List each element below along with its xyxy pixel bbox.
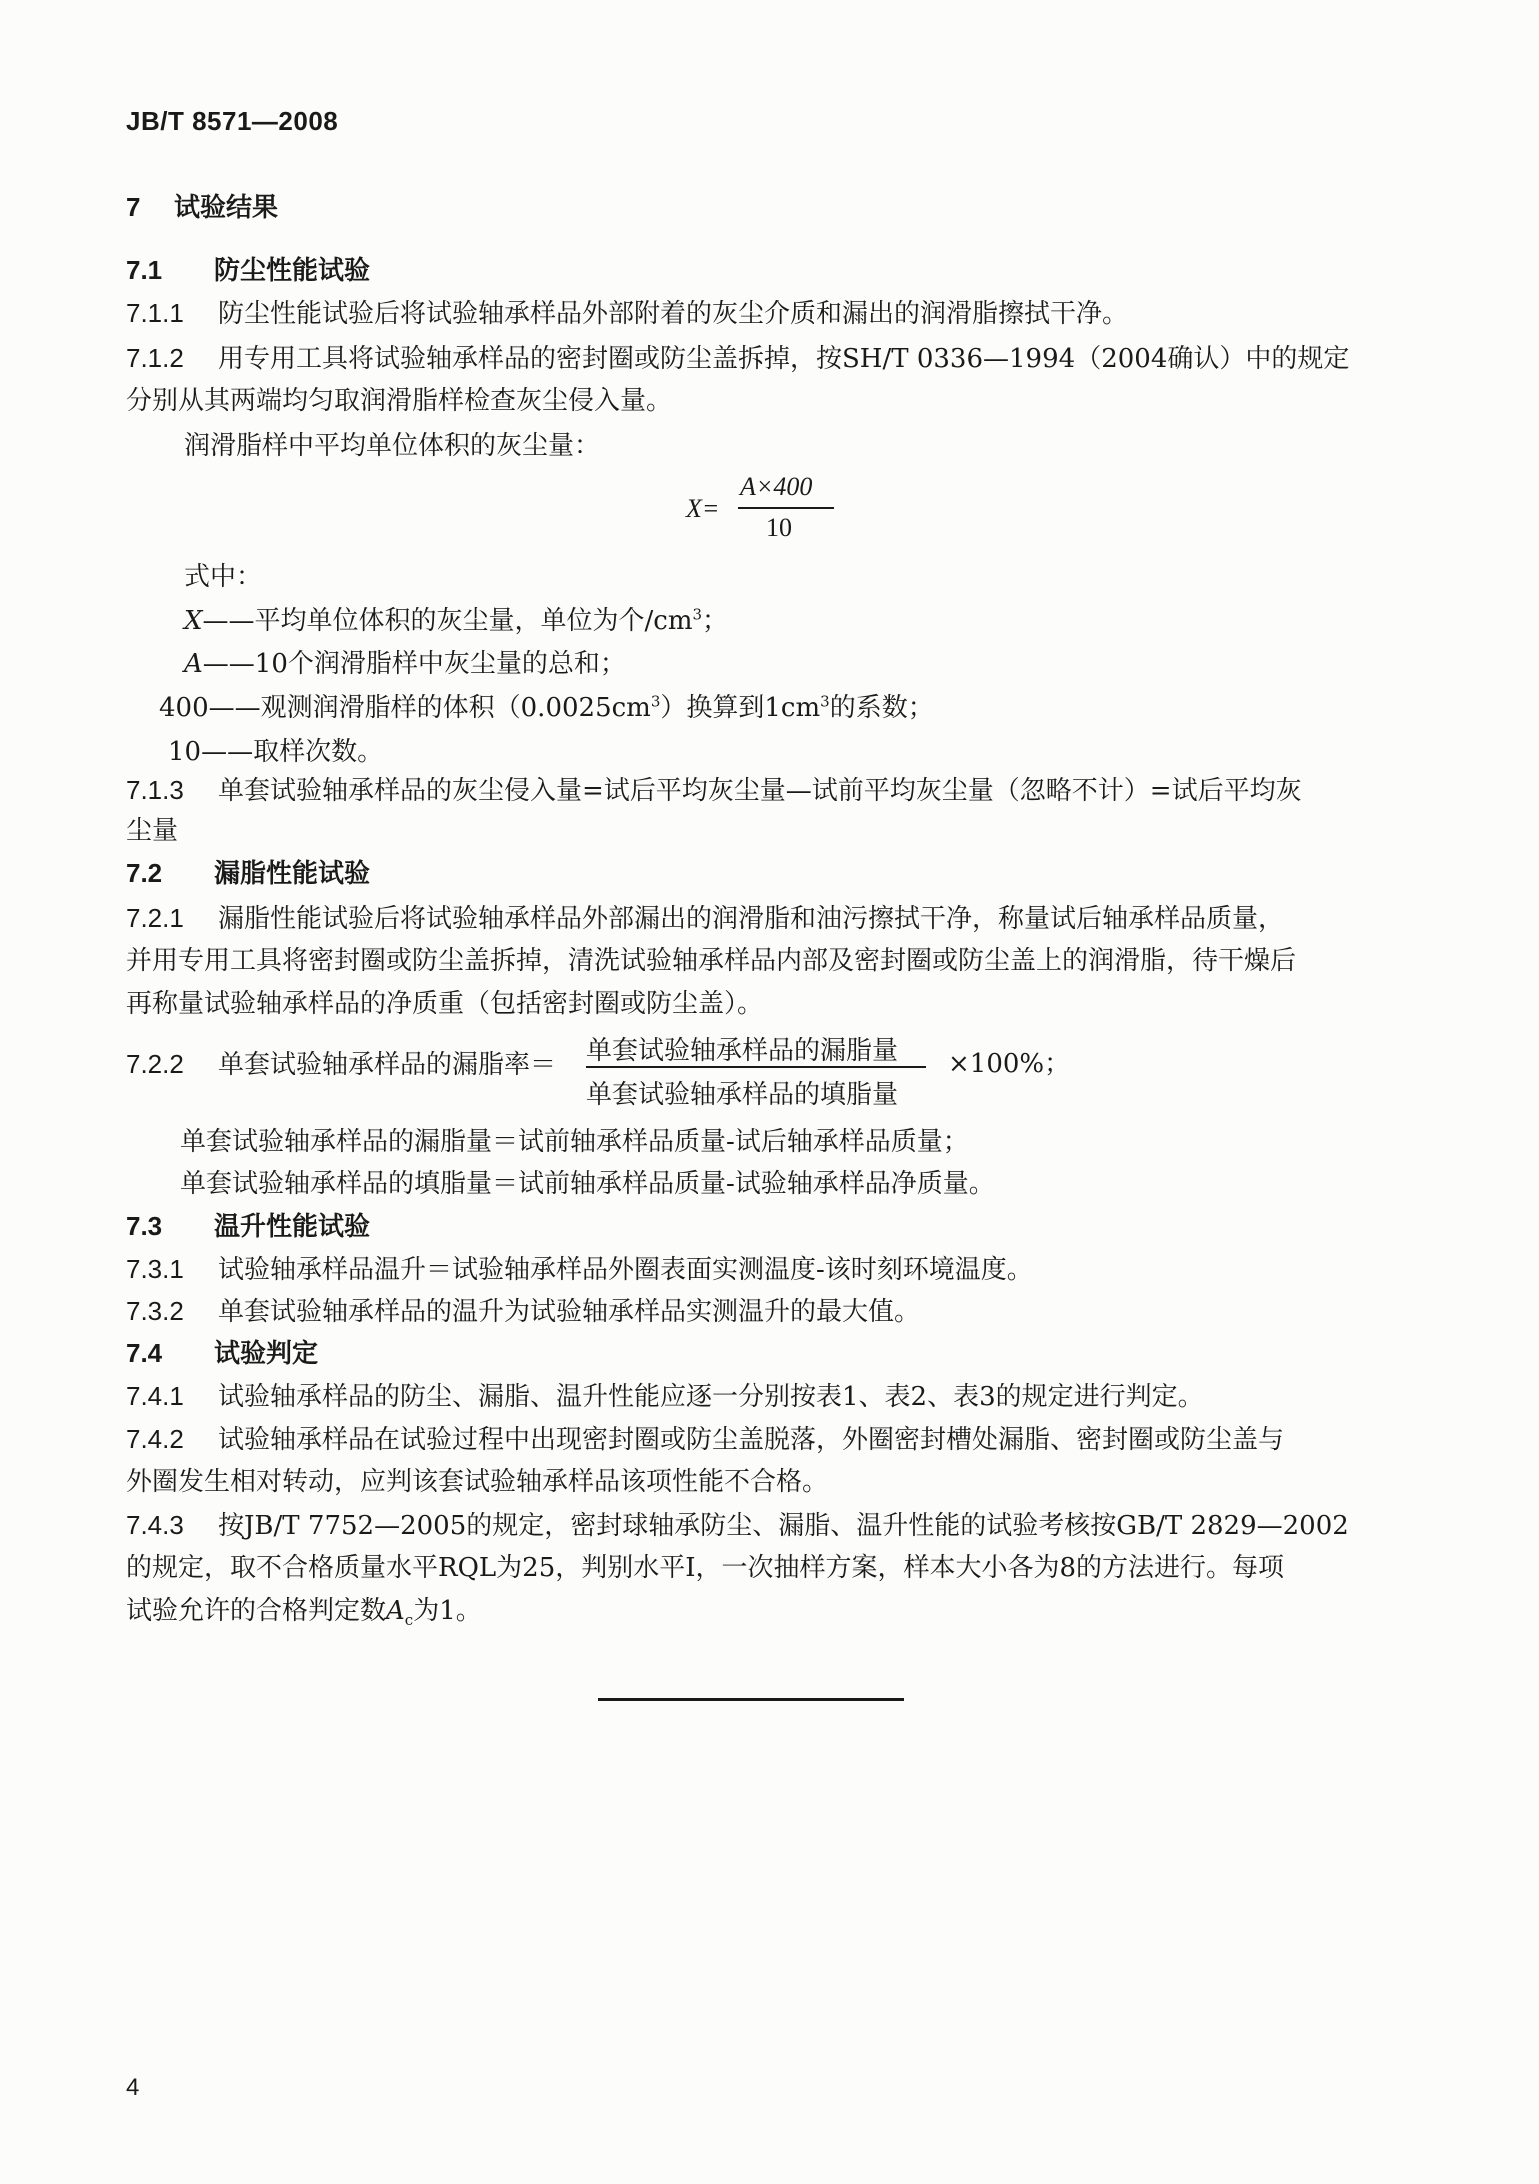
section-7-1-heading: 7.1 防尘性能试验 bbox=[126, 255, 371, 286]
definition-10: 10——取样次数。 bbox=[168, 737, 384, 767]
standard-number: JB/T 8571—2008 bbox=[126, 106, 339, 136]
para-7-4-3-line2: 的规定，取不合格质量水平RQL为25，判别水平Ⅰ，一次抽样方案，样本大小各为8的方法进行。每项 bbox=[126, 1553, 1285, 1583]
end-rule bbox=[598, 1698, 904, 1701]
dust-formula: X= A×400 10 bbox=[686, 472, 846, 552]
para-7-4-2-line1: 7.4.2 试验轴承样品在试验过程中出现密封圈或防尘盖脱落，外圈密封槽处漏脂、密封圈或防尘盖与 bbox=[126, 1424, 1285, 1455]
para-7-3-2: 7.3.2 单套试验轴承样品的温升为试验轴承样品实测温升的最大值。 bbox=[126, 1296, 921, 1327]
where-label: 式中： bbox=[184, 562, 263, 592]
para-7-4-3-line3: 试验允许的合格判定数$A_c$为1。 bbox=[126, 1596, 482, 1630]
para-7-1-2-intro: 润滑脂样中平均单位体积的灰尘量： bbox=[184, 431, 601, 461]
page-number: 4 bbox=[126, 2074, 140, 2101]
para-7-2-1-line1: 7.2.1 漏脂性能试验后将试验轴承样品外部漏出的润滑脂和油污擦拭干净，称量试后轴承样品质量， bbox=[126, 903, 1285, 934]
leak-amount-definition: 单套试验轴承样品的漏脂量＝试前轴承样品质量-试后轴承样品质量； bbox=[180, 1127, 969, 1157]
section-7-4-heading: 7.4 试验判定 bbox=[126, 1338, 319, 1369]
para-7-1-2-line2: 分别从其两端均匀取润滑脂样检查灰尘侵入量。 bbox=[126, 386, 673, 416]
para-7-2-1-line2: 并用专用工具将密封圈或防尘盖拆掉，清洗试验轴承样品内部及密封圈或防尘盖上的润滑脂，待干燥后 bbox=[126, 946, 1297, 976]
percent-factor: ×100%； bbox=[948, 1049, 1071, 1079]
definition-a: A——10个润滑脂样中灰尘量的总和； bbox=[184, 649, 626, 679]
fill-amount-definition: 单套试验轴承样品的填脂量＝试前轴承样品质量-试验轴承样品净质量。 bbox=[180, 1169, 995, 1199]
para-7-2-2-formula: 7.2.2 单套试验轴承样品的漏脂率＝ bbox=[126, 1049, 557, 1080]
para-7-1-3-line1: 7.1.3 单套试验轴承样品的灰尘侵入量=试后平均灰尘量—试前平均灰尘量（忽略不计）=试后平均灰 bbox=[126, 775, 1302, 806]
section-7-2-heading: 7.2 漏脂性能试验 bbox=[126, 858, 371, 889]
definition-400: 400——观测润滑脂样的体积$(0.0025cm^3)$换算到$1cm^3$的系数； bbox=[159, 692, 934, 723]
para-7-3-1: 7.3.1 试验轴承样品温升＝试验轴承样品外圈表面实测温度-该时刻环境温度。 bbox=[126, 1254, 1033, 1285]
para-7-4-2-line2: 外圈发生相对转动，应判该套试验轴承样品该项性能不合格。 bbox=[126, 1467, 829, 1497]
fraction-bar bbox=[738, 507, 834, 509]
definition-x: X——平均单位体积的灰尘量，单位为个$/cm^3$； bbox=[184, 605, 729, 636]
section-7-3-heading: 7.3 温升性能试验 bbox=[126, 1211, 371, 1242]
para-7-4-3-line1: 7.4.3 按JB/T 7752—2005的规定，密封球轴承防尘、漏脂、温升性能的试验考核按GB/T 2829—2002 bbox=[126, 1510, 1349, 1541]
fraction-bar bbox=[586, 1066, 926, 1068]
section-7-heading: 7 试验结果 bbox=[126, 192, 279, 223]
para-7-4-1: 7.4.1 试验轴承样品的防尘、漏脂、温升性能应逐一分别按表1、表2、表3的规定进行判定。 bbox=[126, 1381, 1204, 1412]
leak-rate-fraction: 单套试验轴承样品的漏脂量 单套试验轴承样品的填脂量 bbox=[586, 1030, 946, 1116]
para-7-1-3-line2: 尘量 bbox=[126, 816, 179, 846]
para-7-1-2-line1: 7.1.2 用专用工具将试验轴承样品的密封圈或防尘盖拆掉，按SH/T 0336—1994（2004确认）中的规定 bbox=[126, 343, 1350, 374]
para-7-2-1-line3: 再称量试验轴承样品的净质重（包括密封圈或防尘盖）。 bbox=[126, 989, 764, 1019]
para-7-1-1: 7.1.1 防尘性能试验后将试验轴承样品外部附着的灰尘介质和漏出的润滑脂擦拭干净。 bbox=[126, 298, 1129, 329]
